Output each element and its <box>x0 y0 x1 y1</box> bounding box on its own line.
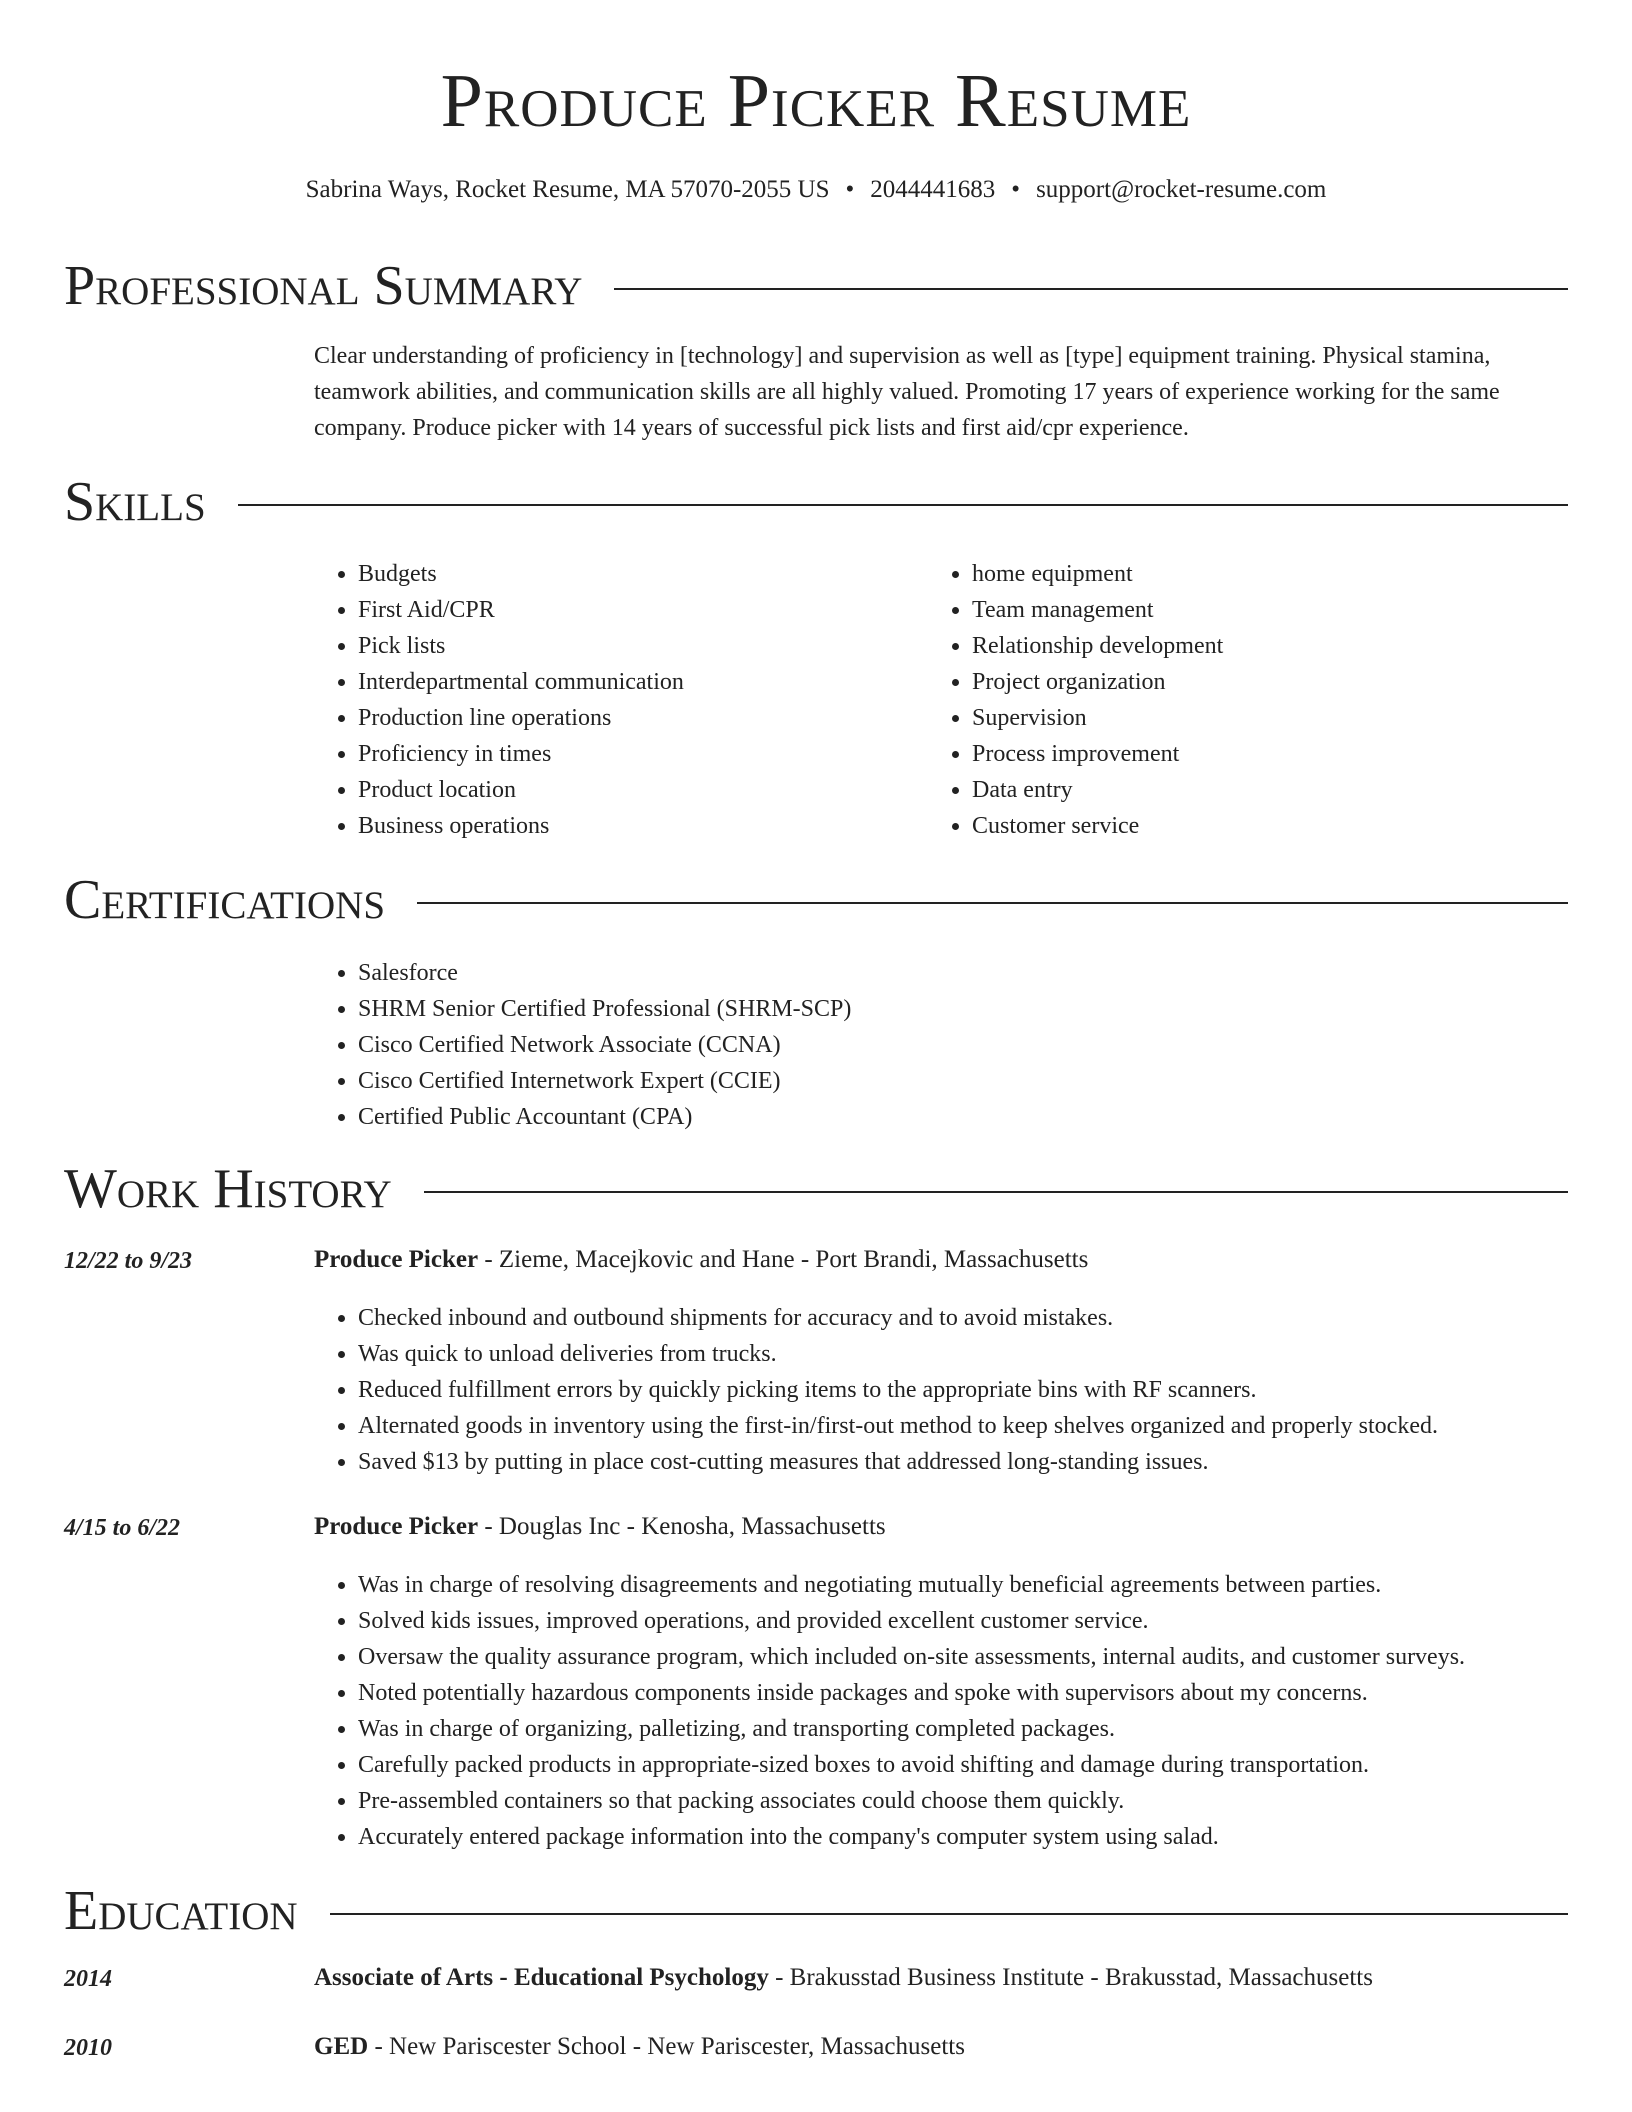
job-bullet: • Accurately entered package information into the company's computer system using salad. <box>358 1819 1594 1855</box>
job-bullet: • Pre-assembled containers so that packing associates could choose them quickly. <box>358 1783 1594 1819</box>
certifications-heading: Certifications <box>64 869 386 931</box>
certification-item: • Certified Public Accountant (CPA) <box>358 1099 851 1135</box>
education-school: - New Pariscester School - New Pariscester, Massachusetts <box>368 2033 965 2060</box>
job-dates: 12/22 to 9/23 <box>64 1248 193 1274</box>
skills-list-right <box>928 556 1528 844</box>
education-entry <box>314 2033 965 2061</box>
job-bullet: • Saved $13 by putting in place cost-cutting measures that addressed long-standing issues. <box>358 1444 1594 1480</box>
job-bullet: • Was in charge of resolving disagreements and negotiating mutually beneficial agreements between parties. <box>358 1567 1594 1603</box>
job-bullets <box>314 1567 1594 1855</box>
contact-phone[interactable]: 2044441683 <box>870 176 996 203</box>
contact-address: Sabrina Ways, Rocket Resume, MA 57070-2055 US <box>305 176 830 203</box>
skills-heading: Skills <box>64 471 206 533</box>
certification-item: • SHRM Senior Certified Professional (SHRM-SCP) <box>358 991 851 1027</box>
job-employer: - Douglas Inc - Kenosha, Massachusetts <box>478 1513 886 1540</box>
skill-item: • Interdepartmental communication <box>358 664 914 700</box>
contact-email[interactable]: support@rocket-resume.com <box>1036 176 1327 203</box>
certification-item: • Cisco Certified Network Associate (CCNA) <box>358 1027 851 1063</box>
skill-item: • Product location <box>358 772 914 808</box>
job-bullet: • Reduced fulfillment errors by quickly picking items to the appropriate bins with RF scanners. <box>358 1372 1594 1408</box>
skill-item: • home equipment <box>972 556 1528 592</box>
job-bullet: • Oversaw the quality assurance program, which included on-site assessments, internal audits, and customer surveys. <box>358 1639 1594 1675</box>
job-bullets-block <box>314 1567 1594 1855</box>
job-dates: 4/15 to 6/22 <box>64 1515 181 1541</box>
work-heading: Work History <box>64 1158 392 1220</box>
job-title: Produce Picker <box>314 1246 479 1273</box>
certifications-section-header <box>64 869 1568 931</box>
education-section-header <box>64 1880 1568 1942</box>
skills-column-right <box>928 556 1528 844</box>
contact-separator: • <box>1011 176 1021 203</box>
job-bullet: • Was quick to unload deliveries from trucks. <box>358 1336 1594 1372</box>
skill-item: • First Aid/CPR <box>358 592 914 628</box>
job-bullets-block <box>314 1300 1594 1480</box>
section-divider <box>424 1191 1568 1193</box>
job-title: Produce Picker <box>314 1513 479 1540</box>
certifications-block <box>314 955 851 1135</box>
job-bullet: • Carefully packed products in appropriate-sized boxes to avoid shifting and damage during transportation. <box>358 1747 1594 1783</box>
skill-item: • Data entry <box>972 772 1528 808</box>
education-heading: Education <box>64 1880 298 1942</box>
education-degree: GED <box>314 2033 369 2060</box>
section-divider <box>330 1913 1568 1915</box>
skill-item: • Supervision <box>972 700 1528 736</box>
summary-text: Clear understanding of proficiency in [technology] and supervision as well as [type] equipment training. Physical stamina, teamwork abilities, and communication skills are all highly valued. Promoting 17 years of experience working for the same company. Produce picker with 14 years of successful pick lists and first aid/cpr experience. <box>314 343 1500 441</box>
section-divider <box>614 288 1568 290</box>
skill-item: • Business operations <box>358 808 914 844</box>
education-year: 2010 <box>64 2035 112 2061</box>
education-school: - Brakusstad Business Institute - Brakusstad, Massachusetts <box>768 1964 1373 1991</box>
summary-heading: Professional Summary <box>64 255 583 317</box>
job-heading <box>314 1246 1088 1274</box>
job-bullet: • Solved kids issues, improved operations, and provided excellent customer service. <box>358 1603 1594 1639</box>
skills-list-left <box>314 556 914 844</box>
skill-item: • Production line operations <box>358 700 914 736</box>
skill-item: • Process improvement <box>972 736 1528 772</box>
job-bullet: • Alternated goods in inventory using the first-in/first-out method to keep shelves organized and properly stocked. <box>358 1408 1594 1444</box>
skill-item: • Pick lists <box>358 628 914 664</box>
skill-item: • Proficiency in times <box>358 736 914 772</box>
contact-line <box>0 176 1632 204</box>
education-year: 2014 <box>64 1966 112 1992</box>
work-section-header <box>64 1158 1568 1220</box>
job-employer: - Zieme, Macejkovic and Hane - Port Brandi, Massachusetts <box>478 1246 1089 1273</box>
skills-column-left <box>314 556 914 844</box>
skill-item: • Customer service <box>972 808 1528 844</box>
certifications-list <box>314 955 851 1135</box>
summary-section-header <box>64 255 1568 317</box>
job-bullets <box>314 1300 1594 1480</box>
skill-item: • Project organization <box>972 664 1528 700</box>
skills-section-header <box>64 471 1568 533</box>
skill-item: • Team management <box>972 592 1528 628</box>
education-degree: Associate of Arts - Educational Psychology <box>314 1964 769 1991</box>
section-divider <box>238 504 1568 506</box>
skill-item: • Relationship development <box>972 628 1528 664</box>
job-bullet: • Checked inbound and outbound shipments for accuracy and to avoid mistakes. <box>358 1300 1594 1336</box>
job-heading <box>314 1513 886 1541</box>
certification-item: • Salesforce <box>358 955 851 991</box>
job-bullet: • Noted potentially hazardous components inside packages and spoke with supervisors about my concerns. <box>358 1675 1594 1711</box>
resume-title: Produce Picker Resume <box>440 59 1192 143</box>
skill-item: • Budgets <box>358 556 914 592</box>
education-entry <box>314 1964 1373 1992</box>
section-divider <box>417 902 1568 904</box>
certification-item: • Cisco Certified Internetwork Expert (CCIE) <box>358 1063 851 1099</box>
contact-separator: • <box>845 176 855 203</box>
job-bullet: • Was in charge of organizing, palletizing, and transporting completed packages. <box>358 1711 1594 1747</box>
